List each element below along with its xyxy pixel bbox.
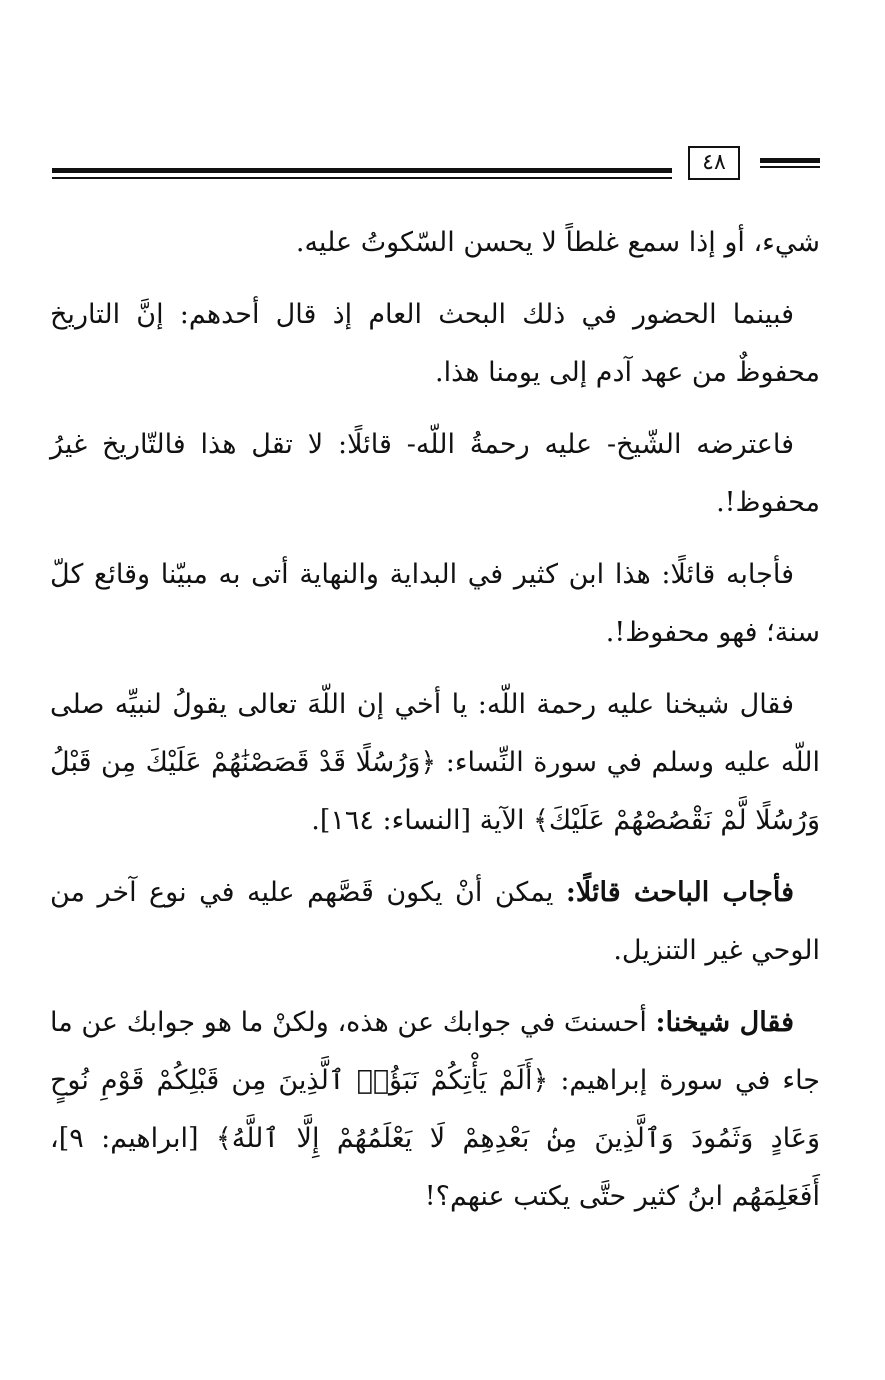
paragraph-4 (50, 546, 820, 662)
paragraph-2 (50, 286, 820, 402)
paragraph-1 (50, 214, 820, 272)
paragraph-6-text: يمكن أنْ يكون قَصَّهم عليه في نوع آخر من الوحي غير التنزيل. (50, 877, 820, 966)
paragraph-7 (50, 994, 820, 1226)
paragraph-6 (50, 864, 820, 980)
paragraph-2-text: فبينما الحضور في ذلك البحث العام إذ قال أحدهم: إنَّ التاريخ محفوظٌ من عهد آدم إلى يومنا هذا. (50, 299, 820, 388)
page-header (0, 0, 885, 200)
header-rule-short-thick (760, 158, 820, 163)
header-rule-thin (52, 177, 672, 179)
header-rule-thick (52, 168, 672, 173)
page-body (50, 214, 820, 1240)
paragraph-7-text: أحسنتَ في جوابك عن هذه، ولكنْ ما هو جوابك عن ما جاء في سورة إبراهيم: ﴿أَلَمْ يَأْتِكُمْ نَبَؤُا۟ ٱلَّذِينَ مِن قَبْلِكُمْ قَوْمِ نُوحٍ وَعَادٍ وَثَمُودَ وَٱلَّذِينَ مِنۢ بَعْدِهِمْ لَا يَعْلَمُهُمْ إِلَّا ٱللَّهُ﴾ [ابراهيم: ٩]، أَفَعَلِمَهُم ابنُ كثير حتَّى يكتب عنهم؟! (50, 1007, 820, 1212)
paragraph-6-lead: فأجاب الباحث قائلًا: (565, 877, 794, 908)
paragraph-1-text: شيء، أو إذا سمع غلطاً لا يحسن السّكوتُ عليه. (295, 227, 820, 258)
paragraph-7-lead: فقال شيخنا: (655, 1007, 794, 1038)
paragraph-3 (50, 416, 820, 532)
page-number: ٤٨ (688, 146, 740, 180)
paragraph-5-text: فقال شيخنا عليه رحمة اللّه: يا أخي إن اللّهَ تعالى يقولُ لنبيِّه صلى اللّه عليه وسلم في سورة النِّساء: ﴿وَرُسُلًا قَدْ قَصَصْنَٰهُمْ عَلَيْكَ مِن قَبْلُ وَرُسُلًا لَّمْ نَقْصُصْهُمْ عَلَيْكَ﴾ الآية [النساء: ١٦٤]. (50, 689, 820, 836)
paragraph-3-text: فاعترضه الشّيخ- عليه رحمةُ اللّه- قائلًا: لا تقل هذا فالتّاريخ غيرُ محفوظ!. (50, 429, 820, 518)
paragraph-5 (50, 676, 820, 850)
paragraph-4-text: فأجابه قائلًا: هذا ابن كثير في البداية والنهاية أتى به مبيّنا وقائع كلّ سنة؛ فهو محفوظ!. (50, 559, 820, 648)
header-rule-short-thin (760, 166, 820, 168)
